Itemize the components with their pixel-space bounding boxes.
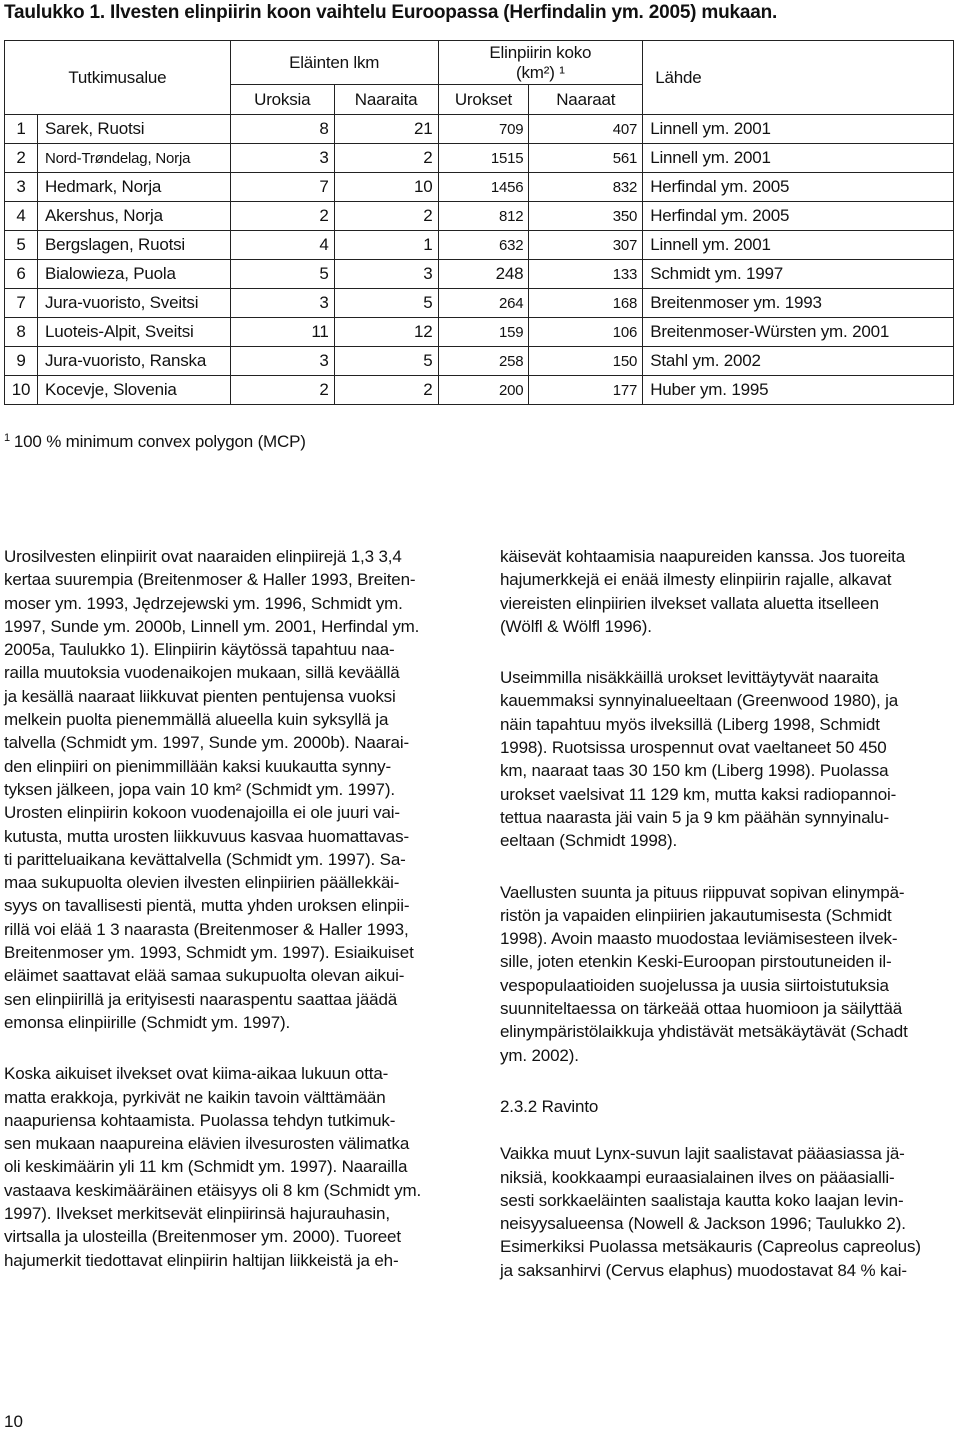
header-range xyxy=(438,41,643,85)
row-males-range: 709 xyxy=(438,115,529,144)
table-row xyxy=(5,144,954,173)
footnote-text: 100 % minimum convex polygon (MCP) xyxy=(13,432,306,451)
table-row xyxy=(5,115,954,144)
row-area: Bialowieza, Puola xyxy=(37,260,230,289)
row-number: 1 xyxy=(5,115,38,144)
row-source: Linnell ym. 2001 xyxy=(643,231,954,260)
table-row xyxy=(5,318,954,347)
row-source: Stahl ym. 2002 xyxy=(643,347,954,376)
paragraph: käisevät kohtaamisia naapureiden kanssa. Jos tuoreita hajumerkkejä ei enää ilmesty elinpiirin rajalle, alkavat viereisten elinpiirien ilvekset vallata aluetta itselleen (Wölfl & Wölfl 1996). xyxy=(500,547,906,636)
row-females-range: 150 xyxy=(529,347,643,376)
row-females: 5 xyxy=(334,289,438,318)
page-number: 10 xyxy=(4,1412,23,1431)
row-source: Huber ym. 1995 xyxy=(643,376,954,405)
row-males-range: 159 xyxy=(438,318,529,347)
row-source: Breitenmoser-Würsten ym. 2001 xyxy=(643,318,954,347)
row-number: 3 xyxy=(5,173,38,202)
row-females-range: 307 xyxy=(529,231,643,260)
row-number: 9 xyxy=(5,347,38,376)
row-males-range: 1515 xyxy=(438,144,529,173)
table-row xyxy=(5,376,954,405)
table-row xyxy=(5,260,954,289)
row-source: Breitenmoser ym. 1993 xyxy=(643,289,954,318)
row-females: 3 xyxy=(334,260,438,289)
row-males-range: 1456 xyxy=(438,173,529,202)
left-column xyxy=(4,545,464,1300)
table-caption: Taulukko 1. Ilvesten elinpiirin koon vaihtelu Euroopassa (Herfindalin ym. 2005) mukaan. xyxy=(4,2,778,23)
row-females-range: 177 xyxy=(529,376,643,405)
footnote-mark: 1 xyxy=(4,432,10,444)
row-females: 12 xyxy=(334,318,438,347)
row-females: 10 xyxy=(334,173,438,202)
header-females-range: Naaraat xyxy=(529,85,643,115)
paragraph: Vaikka muut Lynx-suvun lajit saalistavat pääasiassa jä- niksiä, kookkaampi euraasialainen ilves on pääasialli- sesti sorkkaeläinten saalistaja kautta koko laajan levin- neisyysalueensa (Nowell & Jackson 1996; Taulukko 2). Esimerkiksi Puolassa metsäkauris (Capreolus capreolus) ja saksanhirvi (Cervus elaphus) muodostavat 84 % kai- xyxy=(500,1144,921,1280)
row-males: 2 xyxy=(230,202,334,231)
row-number: 4 xyxy=(5,202,38,231)
row-number: 8 xyxy=(5,318,38,347)
row-females-range: 561 xyxy=(529,144,643,173)
row-source: Herfindal ym. 2005 xyxy=(643,202,954,231)
home-range-table xyxy=(4,40,954,405)
row-females-range: 407 xyxy=(529,115,643,144)
row-females: 21 xyxy=(334,115,438,144)
row-males: 3 xyxy=(230,144,334,173)
paragraph: Vaellusten suunta ja pituus riippuvat sopivan elinympä- ristön ja vapaiden elinpiirien jakautumisesta (Schmidt 1998). Avoin maasto muodostaa leviämisesteen ilvek- sille, joten etenkin Keski-Euroopan pirstoutuneiden il- vespopulaatioiden suojelussa ja uusia siirtoistutuksia suunniteltaessa on tärkeää ottaa huomioon ja säilyttää elinympäristölaikkuja yhdistävät metsäkäytävät (Schadt ym. 2002). xyxy=(500,882,908,1065)
row-males-range: 248 xyxy=(438,260,529,289)
table-footnote xyxy=(4,432,306,452)
row-area: Hedmark, Norja xyxy=(37,173,230,202)
header-males: Uroksia xyxy=(230,85,334,115)
row-number: 10 xyxy=(5,376,38,405)
table-row xyxy=(5,202,954,231)
row-males-range: 632 xyxy=(438,231,529,260)
header-males-range: Urokset xyxy=(438,85,529,115)
row-males: 5 xyxy=(230,260,334,289)
table-row xyxy=(5,173,954,202)
row-females-range: 832 xyxy=(529,173,643,202)
row-females: 2 xyxy=(334,202,438,231)
row-females-range: 350 xyxy=(529,202,643,231)
header-animals: Eläinten lkm xyxy=(230,41,438,85)
row-males-range: 264 xyxy=(438,289,529,318)
row-source: Linnell ym. 2001 xyxy=(643,115,954,144)
header-source: Lähde xyxy=(643,41,954,115)
header-range-line1: Elinpiirin koko xyxy=(489,42,592,62)
row-males: 7 xyxy=(230,173,334,202)
row-number: 7 xyxy=(5,289,38,318)
section-heading: 2.3.2 Ravinto xyxy=(500,1096,599,1116)
table-row xyxy=(5,231,954,260)
row-area: Jura-vuoristo, Ranska xyxy=(37,347,230,376)
row-males: 4 xyxy=(230,231,334,260)
row-males-range: 812 xyxy=(438,202,529,231)
row-males: 11 xyxy=(230,318,334,347)
row-area: Jura-vuoristo, Sveitsi xyxy=(37,289,230,318)
row-area: Bergslagen, Ruotsi xyxy=(37,231,230,260)
row-females-range: 168 xyxy=(529,289,643,318)
row-number: 2 xyxy=(5,144,38,173)
row-area: Akershus, Norja xyxy=(37,202,230,231)
row-number: 5 xyxy=(5,231,38,260)
row-area: Luoteis-Alpit, Sveitsi xyxy=(37,318,230,347)
row-males: 2 xyxy=(230,376,334,405)
table-row xyxy=(5,289,954,318)
paragraph: Koska aikuiset ilvekset ovat kiima-aikaa lukuun otta- matta erakkoja, pyrkivät ne kaikin tavoin välttämään naapuriensa kohtaamista. Puolassa tehdyn tutkimuk- sen mukaan naapureina elävien ilvesurosten välimatka oli keskimäärin yli 11 km (Schmidt ym. 1997). Naarailla vastaava keskimääräinen etäisyys oli 8 km (Schmidt ym. 1997). Ilvekset merkitsevät elinpiirinsä hajurauhasin, virtsalla ja ulosteilla (Breitenmoser ym. 2000). Tuoreet hajumerkit tiedottavat elinpiirin haltijan liikkeistä ja eh- xyxy=(4,1064,422,1270)
row-males-range: 258 xyxy=(438,347,529,376)
row-females: 2 xyxy=(334,376,438,405)
row-females: 5 xyxy=(334,347,438,376)
row-males-range: 200 xyxy=(438,376,529,405)
header-range-line2: (km²) ¹ xyxy=(516,62,565,82)
row-area: Sarek, Ruotsi xyxy=(37,115,230,144)
row-females: 1 xyxy=(334,231,438,260)
header-females: Naaraita xyxy=(334,85,438,115)
right-column xyxy=(500,545,956,1310)
row-females-range: 106 xyxy=(529,318,643,347)
row-source: Linnell ym. 2001 xyxy=(643,144,954,173)
row-males: 3 xyxy=(230,289,334,318)
row-source: Schmidt ym. 1997 xyxy=(643,260,954,289)
header-area: Tutkimusalue xyxy=(5,41,231,115)
table-row xyxy=(5,347,954,376)
paragraph: Useimmilla nisäkkäillä urokset levittäytyvät naaraita kauemmaksi synnyinalueeltaan (Greenwood 1980), ja näin tapahtuu myös ilveksillä (Liberg 1998, Schmidt 1998). Ruotsissa urospennut ovat vaeltaneet 50 450 km, naaraat taas 30 150 km (Liberg 1998). Puolassa urokset vaelsivat 11 129 km, mutta kaksi radiopannoi- tettua naarasta jäi vain 5 ja 9 km päähän synnyinalu- eeltaan (Schmidt 1998). xyxy=(500,668,899,851)
row-source: Herfindal ym. 2005 xyxy=(643,173,954,202)
row-area: Kocevje, Slovenia xyxy=(37,376,230,405)
row-females-range: 133 xyxy=(529,260,643,289)
paragraph: Urosilvesten elinpiirit ovat naaraiden elinpiirejä 1,3 3,4 kertaa suurempia (Breitenmoser & Haller 1993, Breiten- moser ym. 1993, Jędrzejewski ym. 1996, Schmidt ym. 1997, Sunde ym. 2000b, Linnell ym. 2001, Herfindal ym. 2005a, Taulukko 1). Elinpiirin käytössä tapahtuu naa- railla muutoksia vuodenaikojen mukaan, sillä keväällä ja kesällä naaraat liikkuvat pienten pentujensa vuoksi melkein puolta pienemmällä alueella kuin syksyllä ja talvella (Schmidt ym. 1997, Sunde ym. 2000b). Naarai- den elinpiiri on pienimmillään kaksi kuukautta synny- tyksen jälkeen, jopa vain 10 km² (Schmidt ym. 1997). Urosten elinpiirin kokoon vuodenajoilla ei ole juuri vai- kutusta, mutta urosten liikkuvuus kasvaa huomattavas- ti paritteluaikana kevättalvella (Schmidt ym. 1997). Sa- maa sukupuolta olevien ilvesten elinpiirien päällekkäi- syys on tavallisesti pientä, mutta yhden uroksen elinpii- rillä voi elää 1 3 naarasta (Breitenmoser & Haller 1993, Breitenmoser ym. 1993, Schmidt ym. 1997). Esiaikuiset eläimet saattavat elää samaa sukupuolta olevan aikui- sen elinpiirillä ja erityisesti naaraspentu saattaa jäädä emonsa elinpiirille (Schmidt ym. 1997). xyxy=(4,547,420,1032)
row-area: Nord-Trøndelag, Norja xyxy=(37,144,230,173)
row-number: 6 xyxy=(5,260,38,289)
row-females: 2 xyxy=(334,144,438,173)
row-males: 8 xyxy=(230,115,334,144)
row-males: 3 xyxy=(230,347,334,376)
